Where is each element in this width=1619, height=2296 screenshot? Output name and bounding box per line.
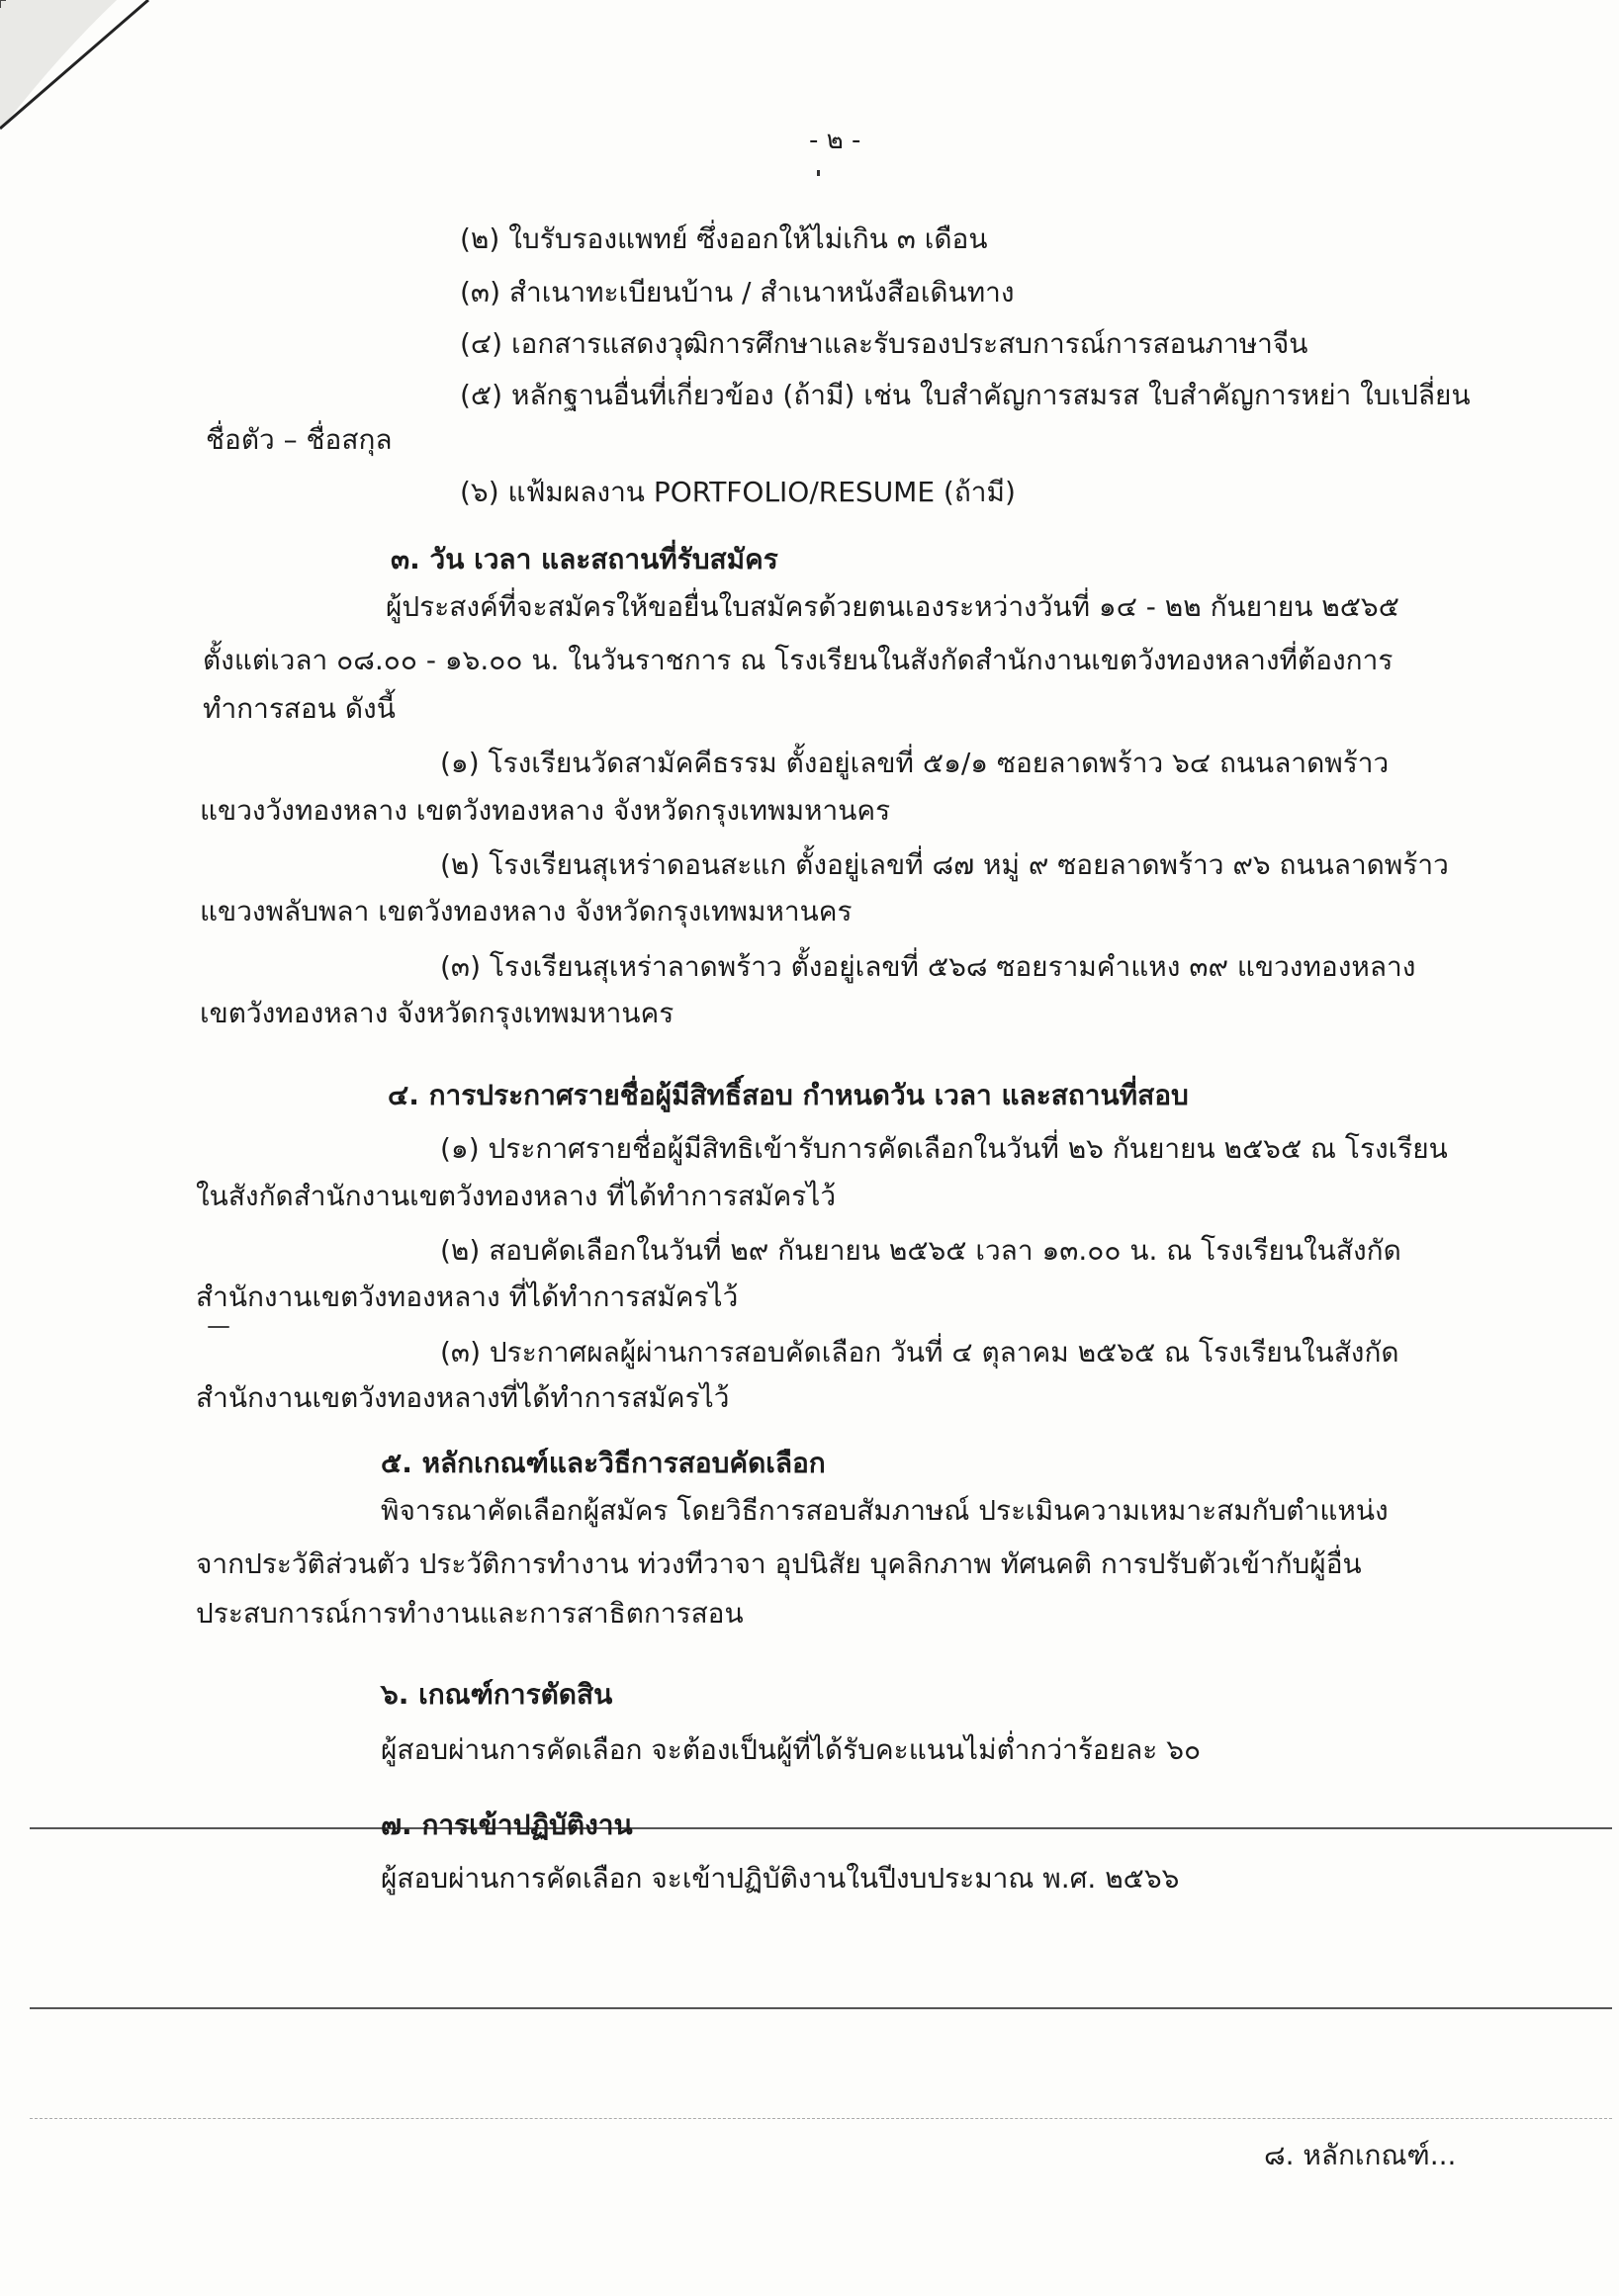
section-3-title: ๓. วัน เวลา และสถานที่รับสมัคร <box>391 543 778 575</box>
school-2-address: แขวงพลับพลา เขตวังทองหลาง จังหวัดกรุงเทพมหานคร <box>200 895 853 927</box>
scan-rule-line <box>30 1827 1612 1829</box>
section-6-line: ผู้สอบผ่านการคัดเลือก จะต้องเป็นผู้ที่ได้รับคะแนนไม่ต่ำกว่าร้อยละ ๖๐ <box>381 1733 1202 1766</box>
section-3-line: ผู้ประสงค์ที่จะสมัครให้ขอยื่นใบสมัครด้วยตนเองระหว่างวันที่ ๑๔ - ๒๒ กันยายน ๒๕๖๕ <box>386 590 1399 623</box>
section-5-line: พิจารณาคัดเลือกผู้สมัคร โดยวิธีการสอบสัมภาษณ์ ประเมินความเหมาะสมกับตำแหน่ง <box>381 1494 1389 1527</box>
scan-rule-line <box>30 2007 1612 2009</box>
doc-item-4: (๔) เอกสารแสดงวุฒิการศึกษาและรับรองประสบการณ์การสอนภาษาจีน <box>460 327 1308 360</box>
section-3-line: ทำการสอน ดังนี้ <box>203 692 396 725</box>
school-1-address: แขวงวังทองหลาง เขตวังทองหลาง จังหวัดกรุงเทพมหานคร <box>200 794 891 827</box>
doc-item-3: (๓) สำเนาทะเบียนบ้าน / สำเนาหนังสือเดินทาง <box>460 276 1015 309</box>
section-4-line: (๓) ประกาศผลผู้ผ่านการสอบคัดเลือก วันที่ ๔ ตุลาคม ๒๕๖๕ ณ โรงเรียนในสังกัด <box>440 1336 1399 1369</box>
section-4-line: สำนักงานเขตวังทองหลาง ที่ได้ทำการสมัครไว้ <box>196 1280 739 1313</box>
page-number: - ๒ - <box>809 126 861 155</box>
section-4-line: (๒) สอบคัดเลือกในวันที่ ๒๙ กันยายน ๒๕๖๕ เวลา ๑๓.๐๐ น. ณ โรงเรียนในสังกัด <box>440 1234 1401 1267</box>
school-3: (๓) โรงเรียนสุเหร่าลาดพร้าว ตั้งอยู่เลขที่ ๕๖๘ ซอยรามคำแหง ๓๙ แขวงทองหลาง <box>440 950 1416 983</box>
section-5-line: ประสบการณ์การทำงานและการสาธิตการสอน <box>196 1597 744 1630</box>
school-1: (๑) โรงเรียนวัดสามัคคีธรรม ตั้งอยู่เลขที่ ๕๑/๑ ซอยลาดพร้าว ๖๔ ถนนลาดพร้าว <box>440 747 1390 779</box>
section-7-title: ๗. การเข้าปฏิบัติงาน <box>381 1809 633 1841</box>
section-5-title: ๕. หลักเกณฑ์และวิธีการสอบคัดเลือก <box>381 1447 826 1479</box>
section-6-title: ๖. เกณฑ์การตัดสิน <box>381 1678 613 1711</box>
section-5-line: จากประวัติส่วนตัว ประวัติการทำงาน ท่วงทีวาจา อุปนิสัย บุคลิกภาพ ทัศนคติ การปรับตัวเข้ากับผู้อื่น <box>196 1547 1362 1580</box>
scan-corner-fold <box>0 0 168 148</box>
section-7-line: ผู้สอบผ่านการคัดเลือก จะเข้าปฏิบัติงานในปีงบประมาณ พ.ศ. ๒๕๖๖ <box>381 1862 1180 1895</box>
doc-item-5-cont: ชื่อตัว – ชื่อสกุล <box>206 423 393 456</box>
section-4-line: ในสังกัดสำนักงานเขตวังทองหลาง ที่ได้ทำการสมัครไว้ <box>196 1180 837 1212</box>
doc-item-6: (๖) แฟ้มผลงาน PORTFOLIO/RESUME (ถ้ามี) <box>460 476 1016 508</box>
continuation-text: ๘. หลักเกณฑ์... <box>1264 2139 1457 2171</box>
scan-rule-line <box>30 2118 1612 2119</box>
section-3-line: ตั้งแต่เวลา ๐๘.๐๐ - ๑๖.๐๐ น. ในวันราชการ ณ โรงเรียนในสังกัดสำนักงานเขตวังทองหลางที่ต้องการ <box>203 644 1394 676</box>
section-4-line: (๑) ประกาศรายชื่อผู้มีสิทธิเข้ารับการคัดเลือกในวันที่ ๒๖ กันยายน ๒๕๖๕ ณ โรงเรียน <box>440 1132 1448 1165</box>
section-4-title: ๔. การประกาศรายชื่อผู้มีสิทธิ์สอบ กำหนดวัน เวลา และสถานที่สอบ <box>388 1079 1189 1111</box>
section-4-line: สำนักงานเขตวังทองหลางที่ได้ทำการสมัครไว้ <box>196 1381 730 1414</box>
school-3-address: เขตวังทองหลาง จังหวัดกรุงเทพมหานคร <box>200 997 675 1029</box>
school-2: (๒) โรงเรียนสุเหร่าดอนสะแก ตั้งอยู่เลขที่ ๘๗ หมู่ ๙ ซอยลาดพร้าว ๙๖ ถนนลาดพร้าว <box>440 848 1449 881</box>
doc-item-2: (๒) ใบรับรองแพทย์ ซึ่งออกให้ไม่เกิน ๓ เดือน <box>460 222 988 255</box>
doc-item-5: (๕) หลักฐานอื่นที่เกี่ยวข้อง (ถ้ามี) เช่น ใบสำคัญการสมรส ใบสำคัญการหย่า ใบเปลี่ยน <box>460 379 1471 411</box>
scan-speck <box>817 170 820 176</box>
scan-speck <box>208 1326 229 1328</box>
